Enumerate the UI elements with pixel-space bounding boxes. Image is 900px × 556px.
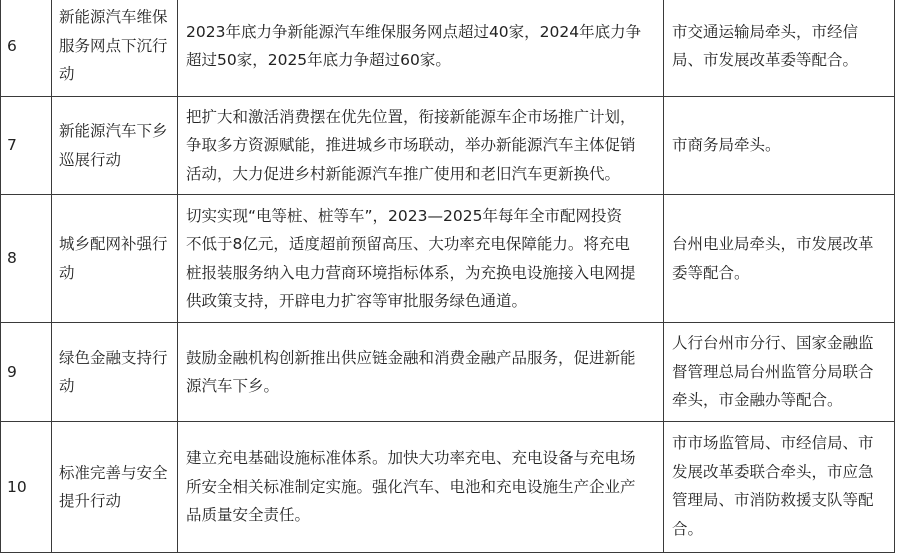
action-name-cell (52, 323, 178, 422)
table-row (1, 323, 895, 422)
action-content-cell (178, 422, 664, 553)
action-name: 绿色金融支持行 动 (59, 348, 168, 395)
responsible-dept-cell (664, 97, 895, 195)
action-content: 切实实现“电等桩、桩等车”，2023—2025年每年全市配网投资 不低于8亿元，适度超前预留高压、大功率充电保障能力。将充电 桩报装服务纳入电力营商环境指标体系，为充换电设施接入电网提 供政策支持，开辟电力扩容等审批服务绿色通道。 (186, 206, 636, 310)
action-name: 标准完善与安全 提升行动 (59, 463, 168, 510)
table-row (1, 195, 895, 323)
row-number-cell (1, 195, 52, 323)
responsible-dept-cell (664, 422, 895, 553)
table-row (1, 0, 895, 97)
action-name-cell (52, 97, 178, 195)
action-content-cell (178, 195, 664, 323)
responsible-dept: 人行台州市分行、国家金融监 督管理总局台州监管分局联合 牵头，市金融办等配合。 (672, 334, 874, 410)
row-number: 6 (7, 36, 17, 55)
row-number-cell (1, 0, 52, 97)
row-number: 7 (7, 136, 17, 155)
responsible-dept-cell (664, 0, 895, 97)
action-name-cell (52, 422, 178, 553)
action-content: 鼓励金融机构创新推出供应链金融和消费金融产品服务，促进新能 源汽车下乡。 (186, 348, 636, 395)
action-content-cell (178, 0, 664, 97)
action-name: 新能源汽车下乡 巡展行动 (59, 122, 168, 169)
row-number: 9 (7, 362, 17, 381)
action-content: 把扩大和激活消费摆在优先位置，衔接新能源车企市场推广计划， 争取多方资源赋能，推进城乡市场联动，举办新能源汽车主体促销 活动，大力促进乡村新能源汽车推广使用和老旧汽车更新换代。 (186, 107, 636, 183)
row-number: 10 (7, 477, 27, 496)
responsible-dept: 市交通运输局牵头，市经信 局、市发展改革委等配合。 (672, 22, 859, 69)
action-content-cell (178, 97, 664, 195)
row-number-cell (1, 97, 52, 195)
responsible-dept: 市市场监管局、市经信局、市 发展改革委联合牵头，市应急 管理局、市消防救援支队等配 合。 (672, 434, 874, 538)
action-content-cell (178, 323, 664, 422)
row-number-cell (1, 422, 52, 553)
action-content: 2023年底力争新能源汽车维保服务网点超过40家，2024年底力争 超过50家，2025年底力争超过60家。 (186, 22, 642, 69)
responsible-dept-cell (664, 195, 895, 323)
row-number-cell (1, 323, 52, 422)
action-name: 新能源汽车维保 服务网点下沉行 动 (59, 8, 168, 84)
table-row (1, 97, 895, 195)
action-name: 城乡配网补强行 动 (59, 235, 168, 282)
responsible-dept-cell (664, 323, 895, 422)
action-name-cell (52, 195, 178, 323)
action-name-cell (52, 0, 178, 97)
responsible-dept: 市商务局牵头。 (672, 136, 781, 155)
action-content: 建立充电基础设施标准体系。加快大功率充电、充电设备与充电场 所安全相关标准制定实施。强化汽车、电池和充电设施生产企业产 品质量安全责任。 (186, 449, 636, 525)
row-number: 8 (7, 249, 17, 268)
responsible-dept: 台州电业局牵头，市发展改革 委等配合。 (672, 235, 874, 282)
table-row (1, 422, 895, 553)
